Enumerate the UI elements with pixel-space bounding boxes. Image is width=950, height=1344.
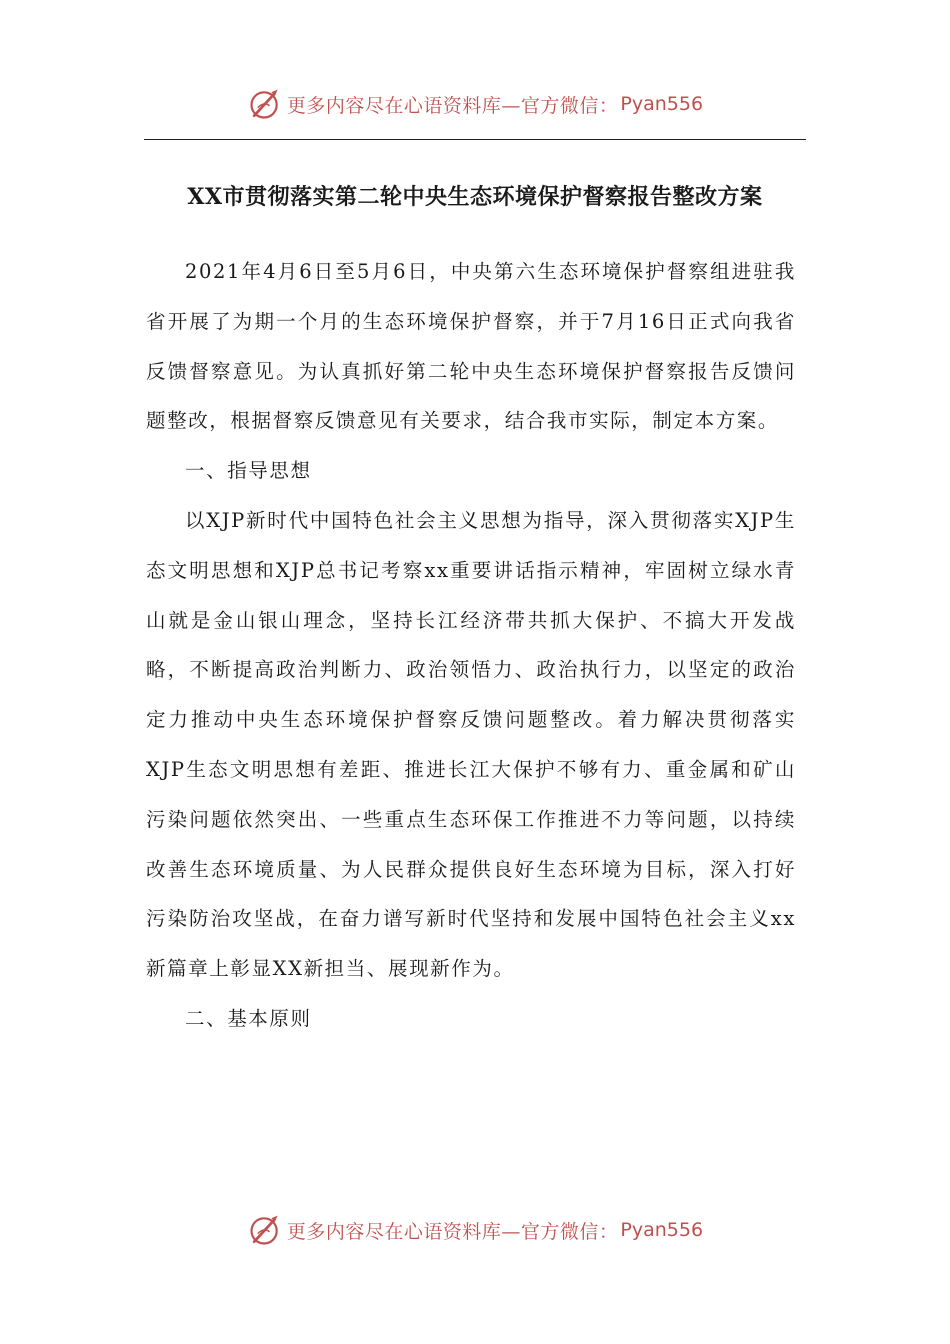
header-divider [144, 139, 806, 140]
banner-wechat-id: Pyan556 [620, 93, 704, 115]
footer-watermark-banner [0, 1208, 950, 1252]
document-body [146, 247, 796, 1044]
banner-wechat-id: Pyan556 [620, 1219, 704, 1241]
intro-paragraph: 2021年4月6日至5月6日，中央第六生态环境保护督察组进驻我省开展了为期一个月的生态环境保护督察，并于7月16日正式向我省反馈督察意见。为认真抓好第二轮中央生态环境保护督察报告反馈问题整改，根据督察反馈意见有关要求，结合我市实际，制定本方案。 [146, 260, 796, 433]
document-title: XX市贯彻落实第二轮中央生态环境保护督察报告整改方案 [187, 184, 763, 210]
section-heading-basic-principles: 二、基本原则 [185, 1006, 312, 1030]
guiding-ideology-paragraph: 以XJP新时代中国特色社会主义思想为指导，深入贯彻落实XJP生态文明思想和XJP总书记考察xx重要讲话指示精神，牢固树立绿水青山就是金山银山理念，坚持长江经济带共抓大保护、不搞大开发战略，不断提高政治判断力、政治领悟力、政治执行力，以坚定的政治定力推动中央生态环境保护督察反馈问题整改。着力解决贯彻落实XJP生态文明思想有差距、推进长江大保护不够有力、重金属和矿山污染问题依然突出、一些重点生态环保工作推进不力等问题，以持续改善生态环境质量、为人民群众提供良好生态环境为目标，深入打好污染防治攻坚战，在奋力谱写新时代坚持和发展中国特色社会主义xx新篇章上彰显XX新担当、展现新作为。 [146, 508, 796, 981]
header-watermark-banner [0, 82, 950, 126]
pen-logo-icon [247, 1212, 283, 1248]
banner-text: 更多内容尽在心语资料库—官方微信： [286, 1220, 619, 1243]
banner-text: 更多内容尽在心语资料库—官方微信： [286, 94, 619, 117]
section-heading-guiding-ideology: 一、指导思想 [185, 459, 312, 483]
pen-logo-icon [247, 86, 283, 122]
